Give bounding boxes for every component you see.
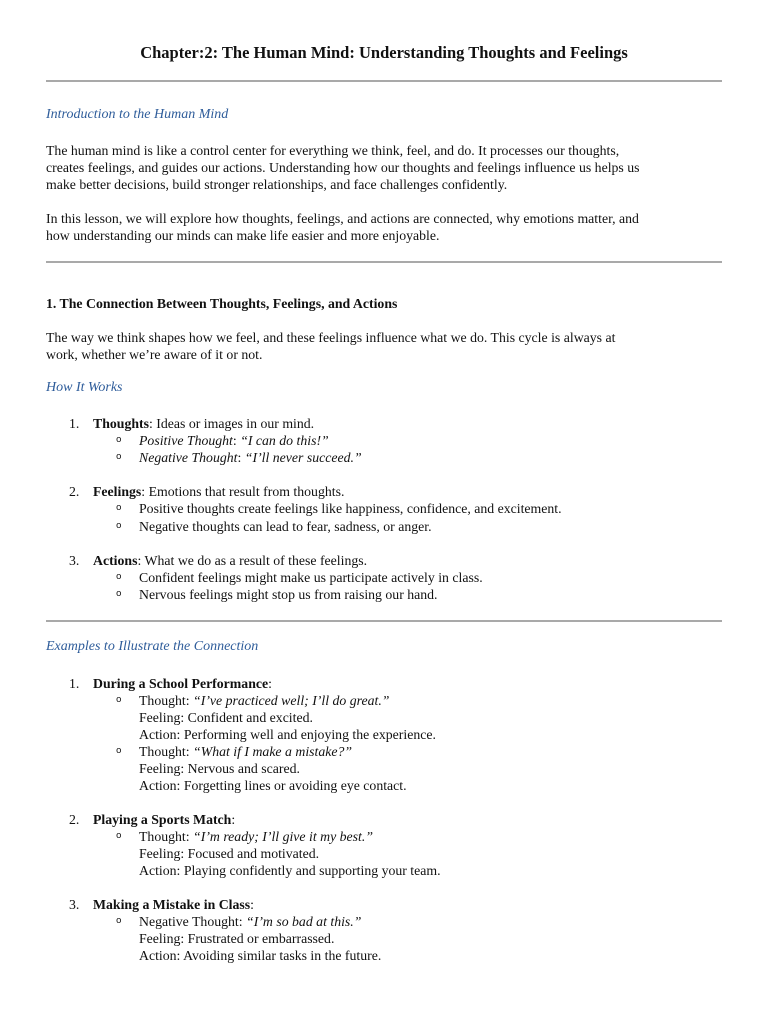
- example-action: Action: Playing confidently and supporting your team.: [139, 863, 441, 878]
- example-action: Action: Performing well and enjoying the experience.: [139, 727, 436, 742]
- section1-paragraph-line: work, whether we’re aware of it or not.: [46, 347, 263, 362]
- divider: [46, 620, 722, 622]
- sub-item: Negative thoughts can lead to fear, sadness, or anger.: [139, 519, 432, 534]
- sub-item: Confident feelings might make us participate actively in class.: [139, 570, 483, 585]
- example-feeling: Feeling: Confident and excited.: [139, 710, 313, 725]
- example-thought: Thought: “I’m ready; I’ll give it my best.”: [139, 829, 373, 844]
- intro-p1-line: make better decisions, build stronger relationships, and face challenges confidently.: [46, 177, 508, 192]
- intro-p1-line: creates feelings, and guides our actions. Understanding how our thoughts and feelings influence us helps us: [46, 160, 640, 175]
- example-title: During a School Performance:: [93, 676, 272, 691]
- bullet: o: [116, 746, 122, 756]
- page-title: Chapter:2: The Human Mind: Understanding Thoughts and Feelings: [140, 43, 628, 62]
- sub-item: Nervous feelings might stop us from raising our hand.: [139, 587, 438, 602]
- intro-heading: Introduction to the Human Mind: [46, 107, 229, 122]
- intro-p2-line: how understanding our minds can make life easier and more enjoyable.: [46, 228, 440, 243]
- bullet: o: [116, 435, 122, 445]
- list-number: 1.: [69, 676, 80, 691]
- bullet: o: [116, 521, 122, 531]
- sub-item-positive-thought: Positive Thought: “I can do this!”: [139, 433, 329, 448]
- section1-paragraph-line: The way we think shapes how we feel, and these feelings influence what we do. This cycle is always at: [46, 330, 616, 345]
- bullet: o: [116, 916, 122, 926]
- example-feeling: Feeling: Focused and motivated.: [139, 846, 320, 861]
- example-thought: Thought: “I’ve practiced well; I’ll do great.”: [139, 693, 390, 708]
- bullet: o: [116, 695, 122, 705]
- bullet: o: [116, 831, 122, 841]
- term-desc: : Ideas or images in our mind.: [148, 416, 315, 431]
- intro-p2-line: In this lesson, we will explore how thoughts, feelings, and actions are connected, why emotions matter, and: [46, 211, 639, 226]
- bullet: o: [116, 452, 122, 462]
- example-action: Action: Avoiding similar tasks in the future.: [139, 948, 382, 963]
- sub-item-negative-thought: Negative Thought: “I’ll never succeed.”: [139, 450, 362, 465]
- term-thoughts: Thoughts: [93, 416, 149, 431]
- bullet: o: [116, 589, 122, 599]
- intro-p1-line: The human mind is like a control center for everything we think, feel, and do. It processes our thoughts,: [46, 143, 620, 158]
- example-thought: Thought: “What if I make a mistake?”: [139, 744, 353, 759]
- example-feeling: Feeling: Frustrated or embarrassed.: [139, 931, 335, 946]
- example-feeling: Feeling: Nervous and scared.: [139, 761, 300, 776]
- example-thought: Negative Thought: “I’m so bad at this.”: [139, 914, 362, 929]
- list-item-actions: Actions: What we do as a result of these feelings.: [93, 553, 368, 568]
- divider: [46, 261, 722, 263]
- divider: [46, 80, 722, 82]
- how-it-works-heading: How It Works: [46, 380, 123, 395]
- sub-item: Positive thoughts create feelings like happiness, confidence, and excitement.: [139, 501, 562, 516]
- list-number: 1.: [69, 416, 80, 431]
- example-title: Making a Mistake in Class:: [93, 897, 254, 912]
- list-number: 3.: [69, 553, 80, 568]
- bullet: o: [116, 572, 122, 582]
- example-action: Action: Forgetting lines or avoiding eye contact.: [139, 778, 407, 793]
- section1-heading: 1. The Connection Between Thoughts, Feelings, and Actions: [46, 296, 398, 311]
- list-number: 3.: [69, 897, 80, 912]
- list-number: 2.: [69, 812, 80, 827]
- examples-heading: Examples to Illustrate the Connection: [46, 639, 259, 654]
- example-title: Playing a Sports Match:: [93, 812, 236, 827]
- list-item-feelings: Feelings: Emotions that result from thoughts.: [93, 484, 345, 499]
- list-number: 2.: [69, 484, 80, 499]
- list-item-thoughts: [93, 415, 314, 432]
- bullet: o: [116, 503, 122, 513]
